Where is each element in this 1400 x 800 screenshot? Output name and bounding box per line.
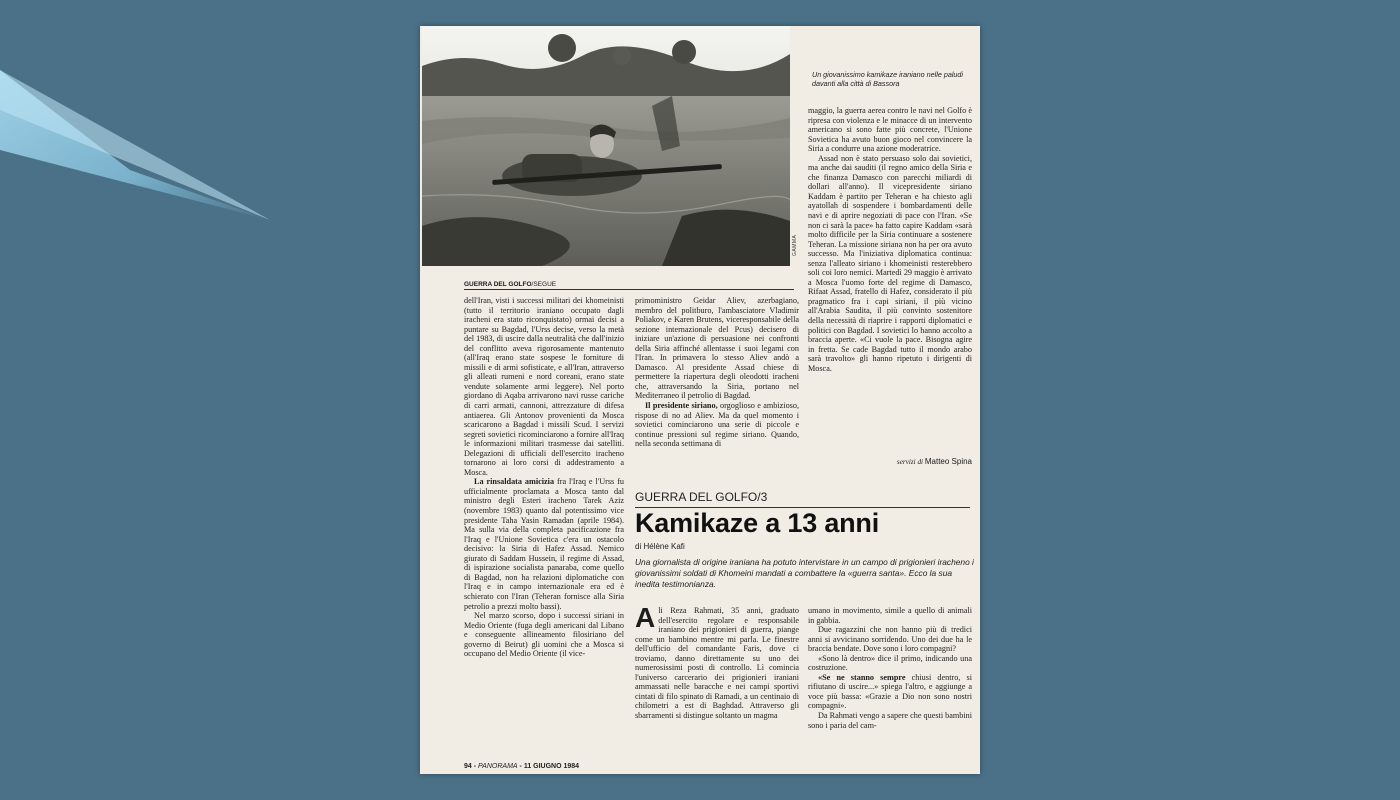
article2-col2-paragraph-5: Da Rahmati vengo a sapere che questi bambini sono i paria del cam- xyxy=(808,711,972,730)
article2-column-2 xyxy=(808,606,972,758)
col2-paragraph-2 xyxy=(635,401,799,449)
article2-col2-paragraph-4-body: chiusi dentro, si rifiutano di uscire...» spiega l'altro, e aggiunge a voce più bassa: «Grazie a Dio non sono nostri compagni». xyxy=(808,672,972,711)
page-folio: 94 - PANORAMA - 11 GIUGNO 1984 xyxy=(464,763,580,770)
byline-prefix: servizi di xyxy=(896,458,924,466)
section-tag xyxy=(464,281,794,290)
col1-paragraph-1: dell'Iran, visti i successi militari dei khomeinisti (tutto il territorio iraniano occupato dagli iracheni era stato riconquistato) ormai decisi a puntare su Bagdad, l'Urss decise, verso la metà del 1983, di uscire dalla neutralità che dall'inizio del conflitto aveva rigorosamente mantenuto (all'Iraq erano state sospese le forniture di missili e di armi sofisticate, e all'Iran, attraverso gli alleati rumeni e nord coreani, erano state vendute solamente armi leggere). Nel porto giordano di Aqaba arrivarono navi russe cariche di carri armati, cannoni, attrezzature di difesa antiaerea. Gli Antonov provenienti da Mosca scaricarono a Bagdad i missili Scud. I servizi segreti sovietici ricominciarono a fornire all'Iraq le informazioni militari trasmesse dai satelliti. Delegazioni di ufficiali dell'esercito iracheno tornarono ai loro corsi di addestramento a Mosca. xyxy=(464,296,624,477)
col1-paragraph-2-body: fra l'Iraq e l'Urss fu ufficialmente proclamata a Mosca tanto dal ministro degli Esteri iracheno Tarek Aziz (novembre 1983) quanto dal potentissimo vice presidente Taha Yasin Ramadan (aprile 1984). Ma sulla via della completa pacificazione fra l'Iraq e l'Unione Sovietica c'era un ostacolo decisivo: la Siria di Hafez Assad. Nemico giurato di Saddam Hussein, il regime di Assad, di ispirazione socialista panaraba, come quello di Bagdad, non ha relazioni diplomatiche con l'Iraq e in campo internazionale era ed è schierato con l'Iran (Teheran fornisce alla Siria petrolio a prezzi molto bassi). xyxy=(464,477,624,611)
col1-paragraph-3: Nel marzo scorso, dopo i successi siriani in Medio Oriente (fuga degli americani dal Libano e conseguente allineamento filosiriano del governo di Beirut) gli uomini che a Mosca si occupano del Medio Oriente (il vice- xyxy=(464,611,624,659)
article2-col2-paragraph-3: «Sono là dentro» dice il primo, indicando una costruzione. xyxy=(808,653,972,673)
article2-col1-paragraph xyxy=(635,606,799,721)
magazine-page xyxy=(420,26,980,774)
soldier-photo xyxy=(422,26,790,266)
article2-standfirst: Una giornalista di origine iraniana ha potuto intervistare in un campo di prigionieri iracheno i giovanissimi soldati di Khomeini mandati a combattere la «guerra santa». Ecco la sua inedita testimonianza. xyxy=(635,557,974,589)
dropcap: A xyxy=(635,606,656,633)
col1-paragraph-2 xyxy=(464,477,624,611)
col3-paragraph-1: maggio, la guerra aerea contro le navi nel Golfo è ripresa con violenza e le minacce di un intervento americano si sono fatte più concrete, l'Unione Sovietica ha avuto buon gioco nel convincere la Siria a condurre una azione moderatrice. xyxy=(808,106,972,154)
article2-column-1 xyxy=(635,606,799,758)
col1-paragraph-2-lead: La rinsaldata amicizia xyxy=(474,477,555,487)
folio-magazine-title: PANORAMA xyxy=(478,763,518,770)
article2-headline: Kamikaze a 13 anni xyxy=(635,508,880,538)
article1-column-1 xyxy=(464,296,624,754)
article2-col1-body: li Reza Rahmati, 35 anni, graduato dell'esercito regolare e responsabile iraniano dei prigionieri di guerra, piange come un bambino mentre mi parla. Le finestre dell'ufficio del comandante Faris, dove ci troviamo, danno direttamente su uno dei numerosissimi posti di controllo. Lì comincia l'universo carcerario dei prigionieri iraniani ammassati nelle baracche e nei campi sportivi cintati di filo spinato di Ramadi, a un centinaio di chilometri a est di Baghdad. Attraverso gli sbarramenti si distingue soltanto un magma xyxy=(635,606,799,721)
article1-column-2 xyxy=(635,296,799,472)
article2-col2-paragraph-4-lead: «Se ne stanno sempre xyxy=(818,672,906,682)
byline xyxy=(772,457,972,466)
byline-author: Matteo Spina xyxy=(924,457,972,466)
col2-paragraph-1: primoministro Geidar Aliev, azerbagiano, membro del politburo, l'ambasciatore Vladimir Poliakov, e Karen Brutens, viceresponsabile della sezione internazionale del Pcus) decisero di iniziare un'azione di persuasione nei confronti della Siria affinché allentasse i suoi legami con l'Iran. In primavera lo stesso Aliev andò a Damasco. Al presidente Assad chiese di permettere la riapertura degli oleodotti iracheni che, attraversando la Siria, portano nel Mediterraneo il petrolio di Bagdad. xyxy=(635,296,799,401)
article2-author: di Hélène Kafi xyxy=(635,542,685,551)
section-tag-continue: /SEGUE xyxy=(531,281,557,288)
article2-kicker: GUERRA DEL GOLFO/3 xyxy=(635,490,970,508)
photo-credit: GAMMA xyxy=(792,234,798,256)
folio-date: 11 GIUGNO 1984 xyxy=(523,763,580,770)
article2-col2-paragraph-4 xyxy=(808,673,972,711)
col2-paragraph-2-lead: Il presidente siriano, xyxy=(645,401,718,411)
article1-column-3 xyxy=(808,106,972,456)
section-tag-main: GUERRA DEL GOLFO xyxy=(464,281,532,288)
article2-col2-paragraph-1: umano in movimento, simile a quello di animali in gabbia. xyxy=(808,606,972,625)
col3-paragraph-2: Assad non è stato persuaso solo dai sovietici, ma anche dai sauditi (il regno amico della Siria e che finanza Damasco con parecchi miliardi di dollari all'anno). Il vicepresidente siriano Kaddam è partito per Teheran e ha chiesto agli ayatollah di sospendere i bombardamenti delle navi e di aprire negoziati di pace con l'Iran. «Se non ci sarà la pace» ha fatto capire Kaddam «sarà molto difficile per la Siria continuare a sostenere Teheran. La missione siriana non ha per ora avuto successo. Ma l'iniziativa diplomatica continua: senza l'alleato siriano i khomeinisti resterebbero soli coi loro nemici. Martedì 29 maggio è arrivato a Mosca l'uomo forte del regime di Damasco, Rifaat Assad, fratello di Hafez, considerato il più pragmatico fra i capi siriani, il più vicino all'Arabia Saudita, il più convinto sostenitore della necessità di riaprire i rapporti diplomatici e politici con Bagdad. I sovietici lo hanno accolto a braccia aperte. «Ci vuole la pace. Bisogna agire in fretta. Se cade Bagdad tutto il mondo arabo sarà travolto» gli hanno ripetuto i dirigenti di Mosca. xyxy=(808,153,972,373)
col2-paragraph-2-body: orgoglioso e ambizioso, rispose di no ad Aliev. Ma da quel momento i sovietici cominciarono una serie di piccole e continue pressioni sul regime siriano. Quando, nella seconda settimana di xyxy=(635,401,799,449)
photo-caption: Un giovanissimo kamikaze iraniano nelle paludi davanti alla città di Bassora xyxy=(812,70,964,88)
folio-page-number: 94 xyxy=(464,763,472,770)
article2-col2-paragraph-2: Due ragazzini che non hanno più di tredici anni si avvicinano sorridendo. Uno dei due ha le braccia bendate. Dove sono i loro compagni? xyxy=(808,625,972,654)
